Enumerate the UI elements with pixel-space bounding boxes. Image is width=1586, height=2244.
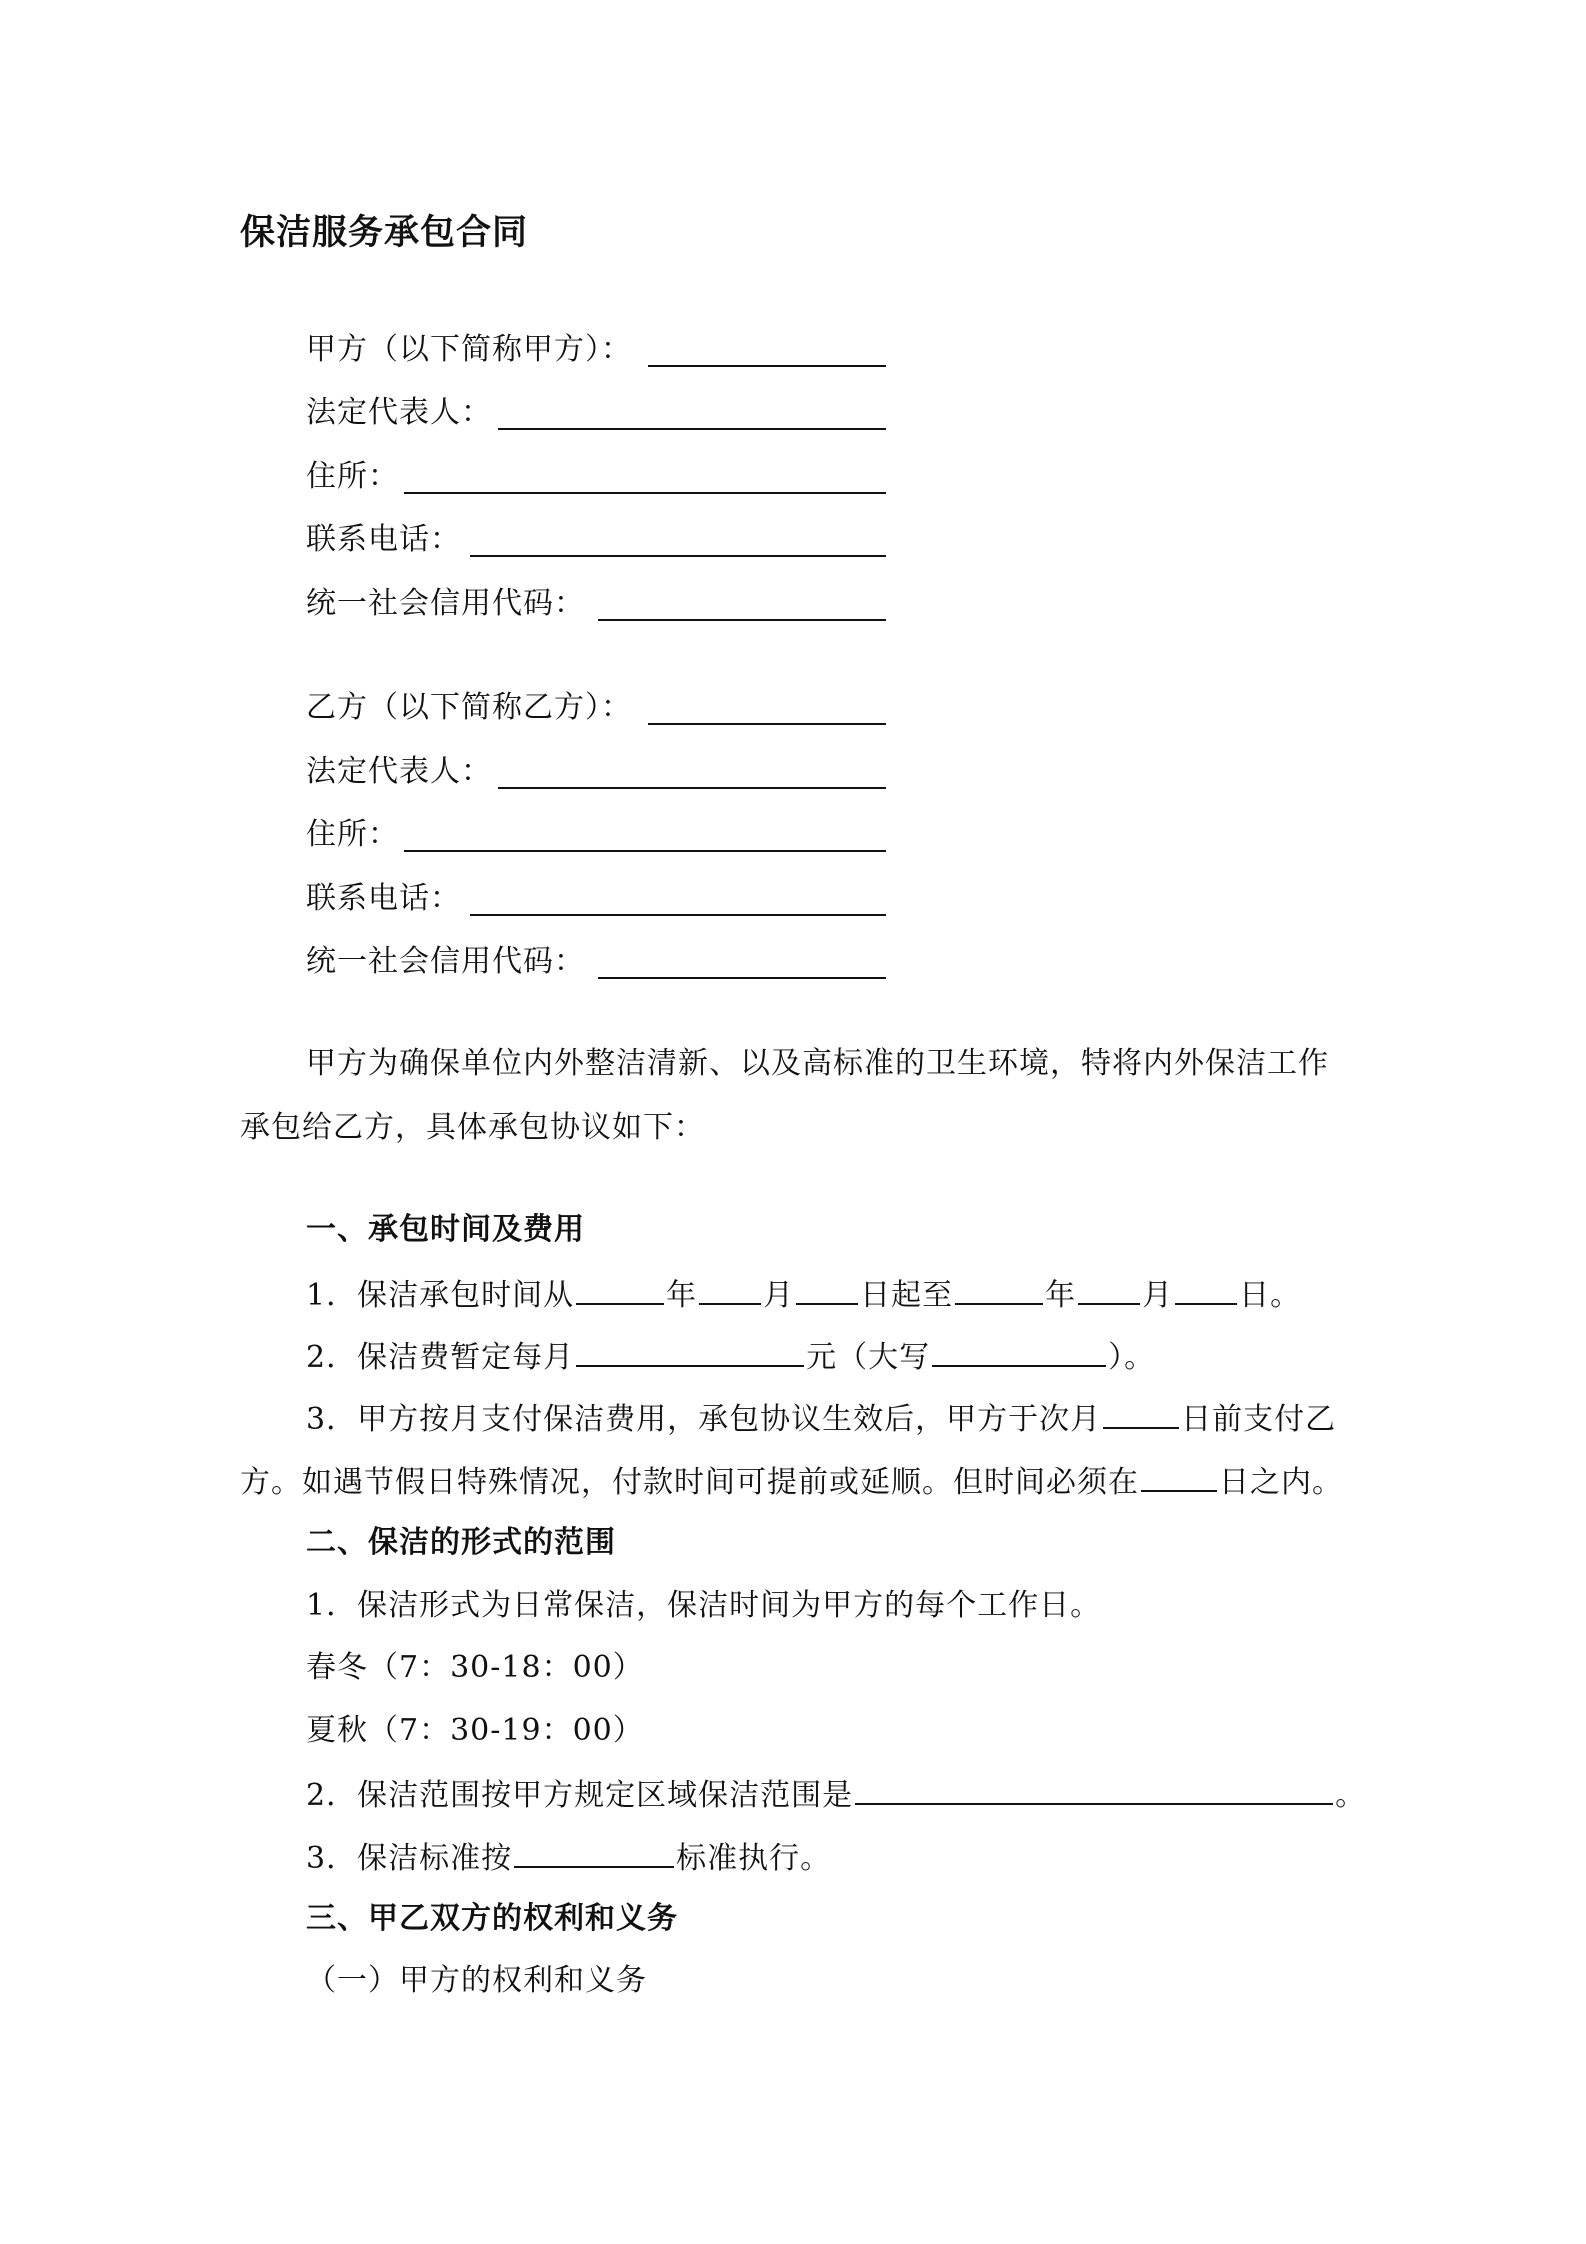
party-b-credit-label: 统一社会信用代码： bbox=[306, 944, 585, 979]
item-2-text-a: 2．保洁费暂定每月 bbox=[306, 1340, 575, 1375]
day-until-label: 日起至 bbox=[860, 1278, 954, 1313]
end-day-blank[interactable] bbox=[1175, 1271, 1237, 1305]
monthly-fee-blank[interactable] bbox=[576, 1333, 804, 1367]
party-a-phone-field[interactable] bbox=[470, 555, 886, 557]
item-2-text-c: ）。 bbox=[1108, 1340, 1156, 1375]
spring-winter-hours: 春冬（7：30-18：00） bbox=[306, 1650, 644, 1685]
intro-line-2: 承包给乙方，具体承包协议如下： bbox=[240, 1110, 705, 1145]
section-2-item-1: 1．保洁形式为日常保洁，保洁时间为甲方的每个工作日。 bbox=[306, 1588, 1102, 1623]
item-3-cont-text-a: 方。如遇节假日特殊情况，付款时间可提前或延顺。但时间必须在 bbox=[240, 1465, 1139, 1500]
item-2-text-b: 元（大写 bbox=[806, 1340, 931, 1375]
end-year-blank[interactable] bbox=[955, 1271, 1043, 1305]
day-end-label: 日。 bbox=[1239, 1278, 1302, 1313]
section-1-item-3-continued bbox=[240, 1458, 1343, 1505]
party-b-name-label: 乙方（以下简称乙方）： bbox=[306, 690, 632, 725]
section-1-item-3 bbox=[306, 1395, 1336, 1442]
party-b-address-field[interactable] bbox=[404, 850, 886, 852]
party-a-name-label: 甲方（以下简称甲方）： bbox=[306, 332, 632, 367]
payment-limit-blank[interactable] bbox=[1141, 1458, 1217, 1492]
intro-line-1: 甲方为确保单位内外整洁清新、以及高标准的卫生环境，特将内外保洁工作 bbox=[306, 1046, 1329, 1081]
party-b-phone-field[interactable] bbox=[470, 914, 886, 916]
start-day-blank[interactable] bbox=[796, 1271, 858, 1305]
party-a-address-field[interactable] bbox=[404, 492, 886, 494]
item-3-text-b: 日前支付乙 bbox=[1181, 1402, 1337, 1437]
party-a-phone-label: 联系电话： bbox=[306, 522, 461, 557]
party-b-rep-field[interactable] bbox=[498, 787, 886, 789]
month-label: 月 bbox=[763, 1278, 795, 1313]
document-title: 保洁服务承包合同 bbox=[240, 213, 529, 253]
month-label: 月 bbox=[1142, 1278, 1174, 1313]
party-a-rep-field[interactable] bbox=[498, 428, 886, 430]
cleaning-standard-blank[interactable] bbox=[514, 1834, 674, 1868]
section-1-heading: 一、承包时间及费用 bbox=[306, 1212, 585, 1247]
party-a-address-label: 住所： bbox=[306, 459, 399, 494]
party-a-credit-label: 统一社会信用代码： bbox=[306, 586, 585, 621]
summer-autumn-hours: 夏秋（7：30-19：00） bbox=[306, 1713, 644, 1748]
year-label: 年 bbox=[666, 1278, 698, 1313]
party-b-credit-field[interactable] bbox=[598, 977, 886, 979]
item-2-text-b: 。 bbox=[1335, 1778, 1367, 1813]
item-1-text-a: 1．保洁承包时间从 bbox=[306, 1278, 575, 1313]
party-b-phone-label: 联系电话： bbox=[306, 881, 461, 916]
start-year-blank[interactable] bbox=[576, 1271, 664, 1305]
year-label: 年 bbox=[1045, 1278, 1077, 1313]
item-2-text-a: 2．保洁范围按甲方规定区域保洁范围是 bbox=[306, 1778, 854, 1813]
party-a-rep-label: 法定代表人： bbox=[306, 395, 492, 430]
section-3-heading: 三、甲乙双方的权利和义务 bbox=[306, 1901, 678, 1936]
section-2-heading: 二、保洁的形式的范围 bbox=[306, 1525, 616, 1560]
party-b-address-label: 住所： bbox=[306, 817, 399, 852]
party-a-credit-field[interactable] bbox=[598, 619, 886, 621]
item-3-cont-text-b: 日之内。 bbox=[1219, 1465, 1343, 1500]
section-2-item-3 bbox=[306, 1834, 831, 1881]
item-3-text-b: 标准执行。 bbox=[676, 1841, 832, 1876]
fee-in-words-blank[interactable] bbox=[932, 1333, 1106, 1367]
payment-day-blank[interactable] bbox=[1103, 1395, 1179, 1429]
cleaning-scope-blank[interactable] bbox=[855, 1771, 1333, 1805]
party-b-name-field[interactable] bbox=[648, 723, 886, 725]
party-b-rep-label: 法定代表人： bbox=[306, 754, 492, 789]
section-3-sub-1: （一）甲方的权利和义务 bbox=[306, 1963, 647, 1998]
section-2-item-2 bbox=[306, 1771, 1366, 1818]
section-1-item-1 bbox=[306, 1271, 1301, 1318]
section-1-item-2 bbox=[306, 1333, 1155, 1380]
start-month-blank[interactable] bbox=[699, 1271, 761, 1305]
party-a-name-field[interactable] bbox=[648, 365, 886, 367]
item-3-text-a: 3．保洁标准按 bbox=[306, 1841, 513, 1876]
end-month-blank[interactable] bbox=[1078, 1271, 1140, 1305]
item-3-text-a: 3．甲方按月支付保洁费用，承包协议生效后，甲方于次月 bbox=[306, 1402, 1102, 1437]
